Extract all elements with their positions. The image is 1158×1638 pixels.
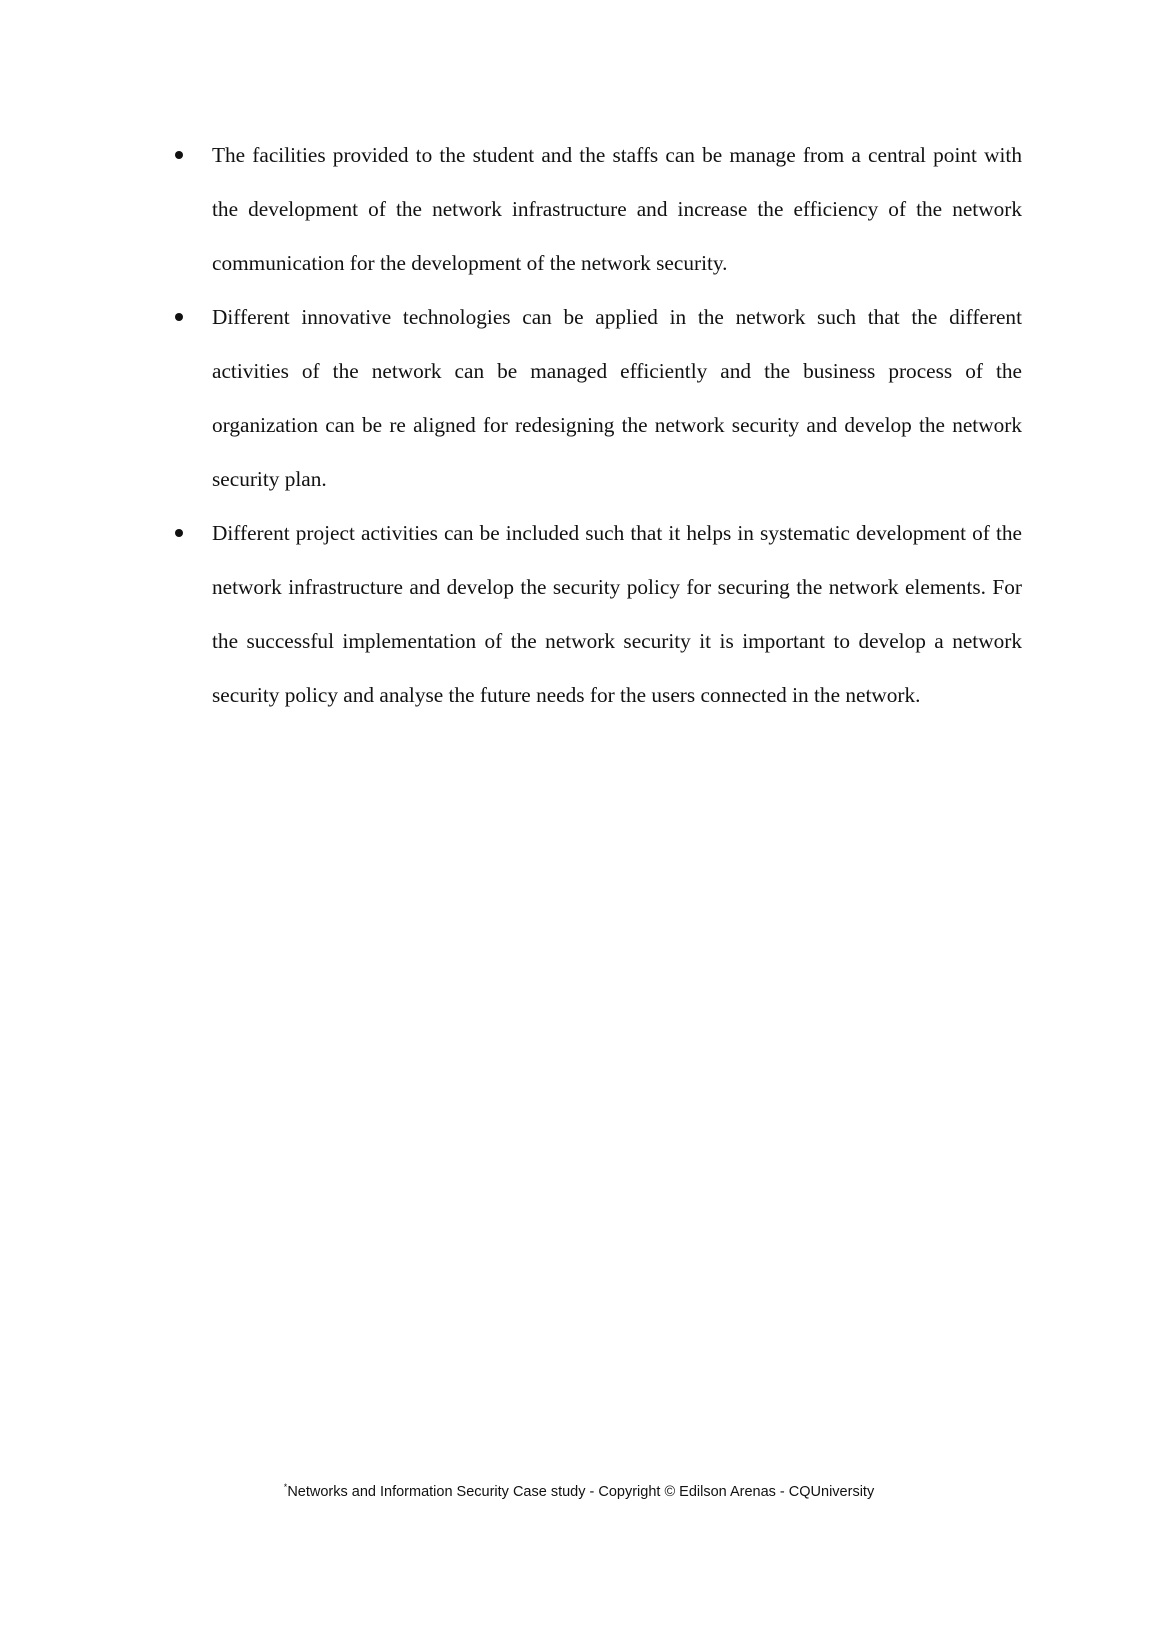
footer-text: Networks and Information Security Case study - Copyright © Edilson Arenas - CQUniversity bbox=[287, 1484, 875, 1500]
page-footer bbox=[0, 1483, 1158, 1501]
bullet-icon bbox=[175, 151, 183, 159]
list-item bbox=[170, 290, 1022, 506]
bullet-list bbox=[170, 128, 1022, 722]
list-item-text: The facilities provided to the student and the staffs can be manage from a central point with the development of the network infrastructure and increase the efficiency of the network communication for the development of the network security. bbox=[212, 143, 1022, 275]
list-item-text: Different project activities can be included such that it helps in systematic development of the network infrastructure and develop the security policy for securing the network elements. For the successful implementation of the network security it is important to develop a network security policy and analyse the future needs for the users connected in the network. bbox=[212, 521, 1022, 707]
bullet-icon bbox=[175, 529, 183, 537]
footnote-mark: * bbox=[283, 1482, 288, 1493]
list-item bbox=[170, 128, 1022, 290]
list-item-text: Different innovative technologies can be applied in the network such that the different activities of the network can be managed efficiently and the business process of the organization can be re aligned for redesigning the network security and develop the network security plan. bbox=[212, 305, 1022, 491]
list-item bbox=[170, 506, 1022, 722]
bullet-icon bbox=[175, 313, 183, 321]
